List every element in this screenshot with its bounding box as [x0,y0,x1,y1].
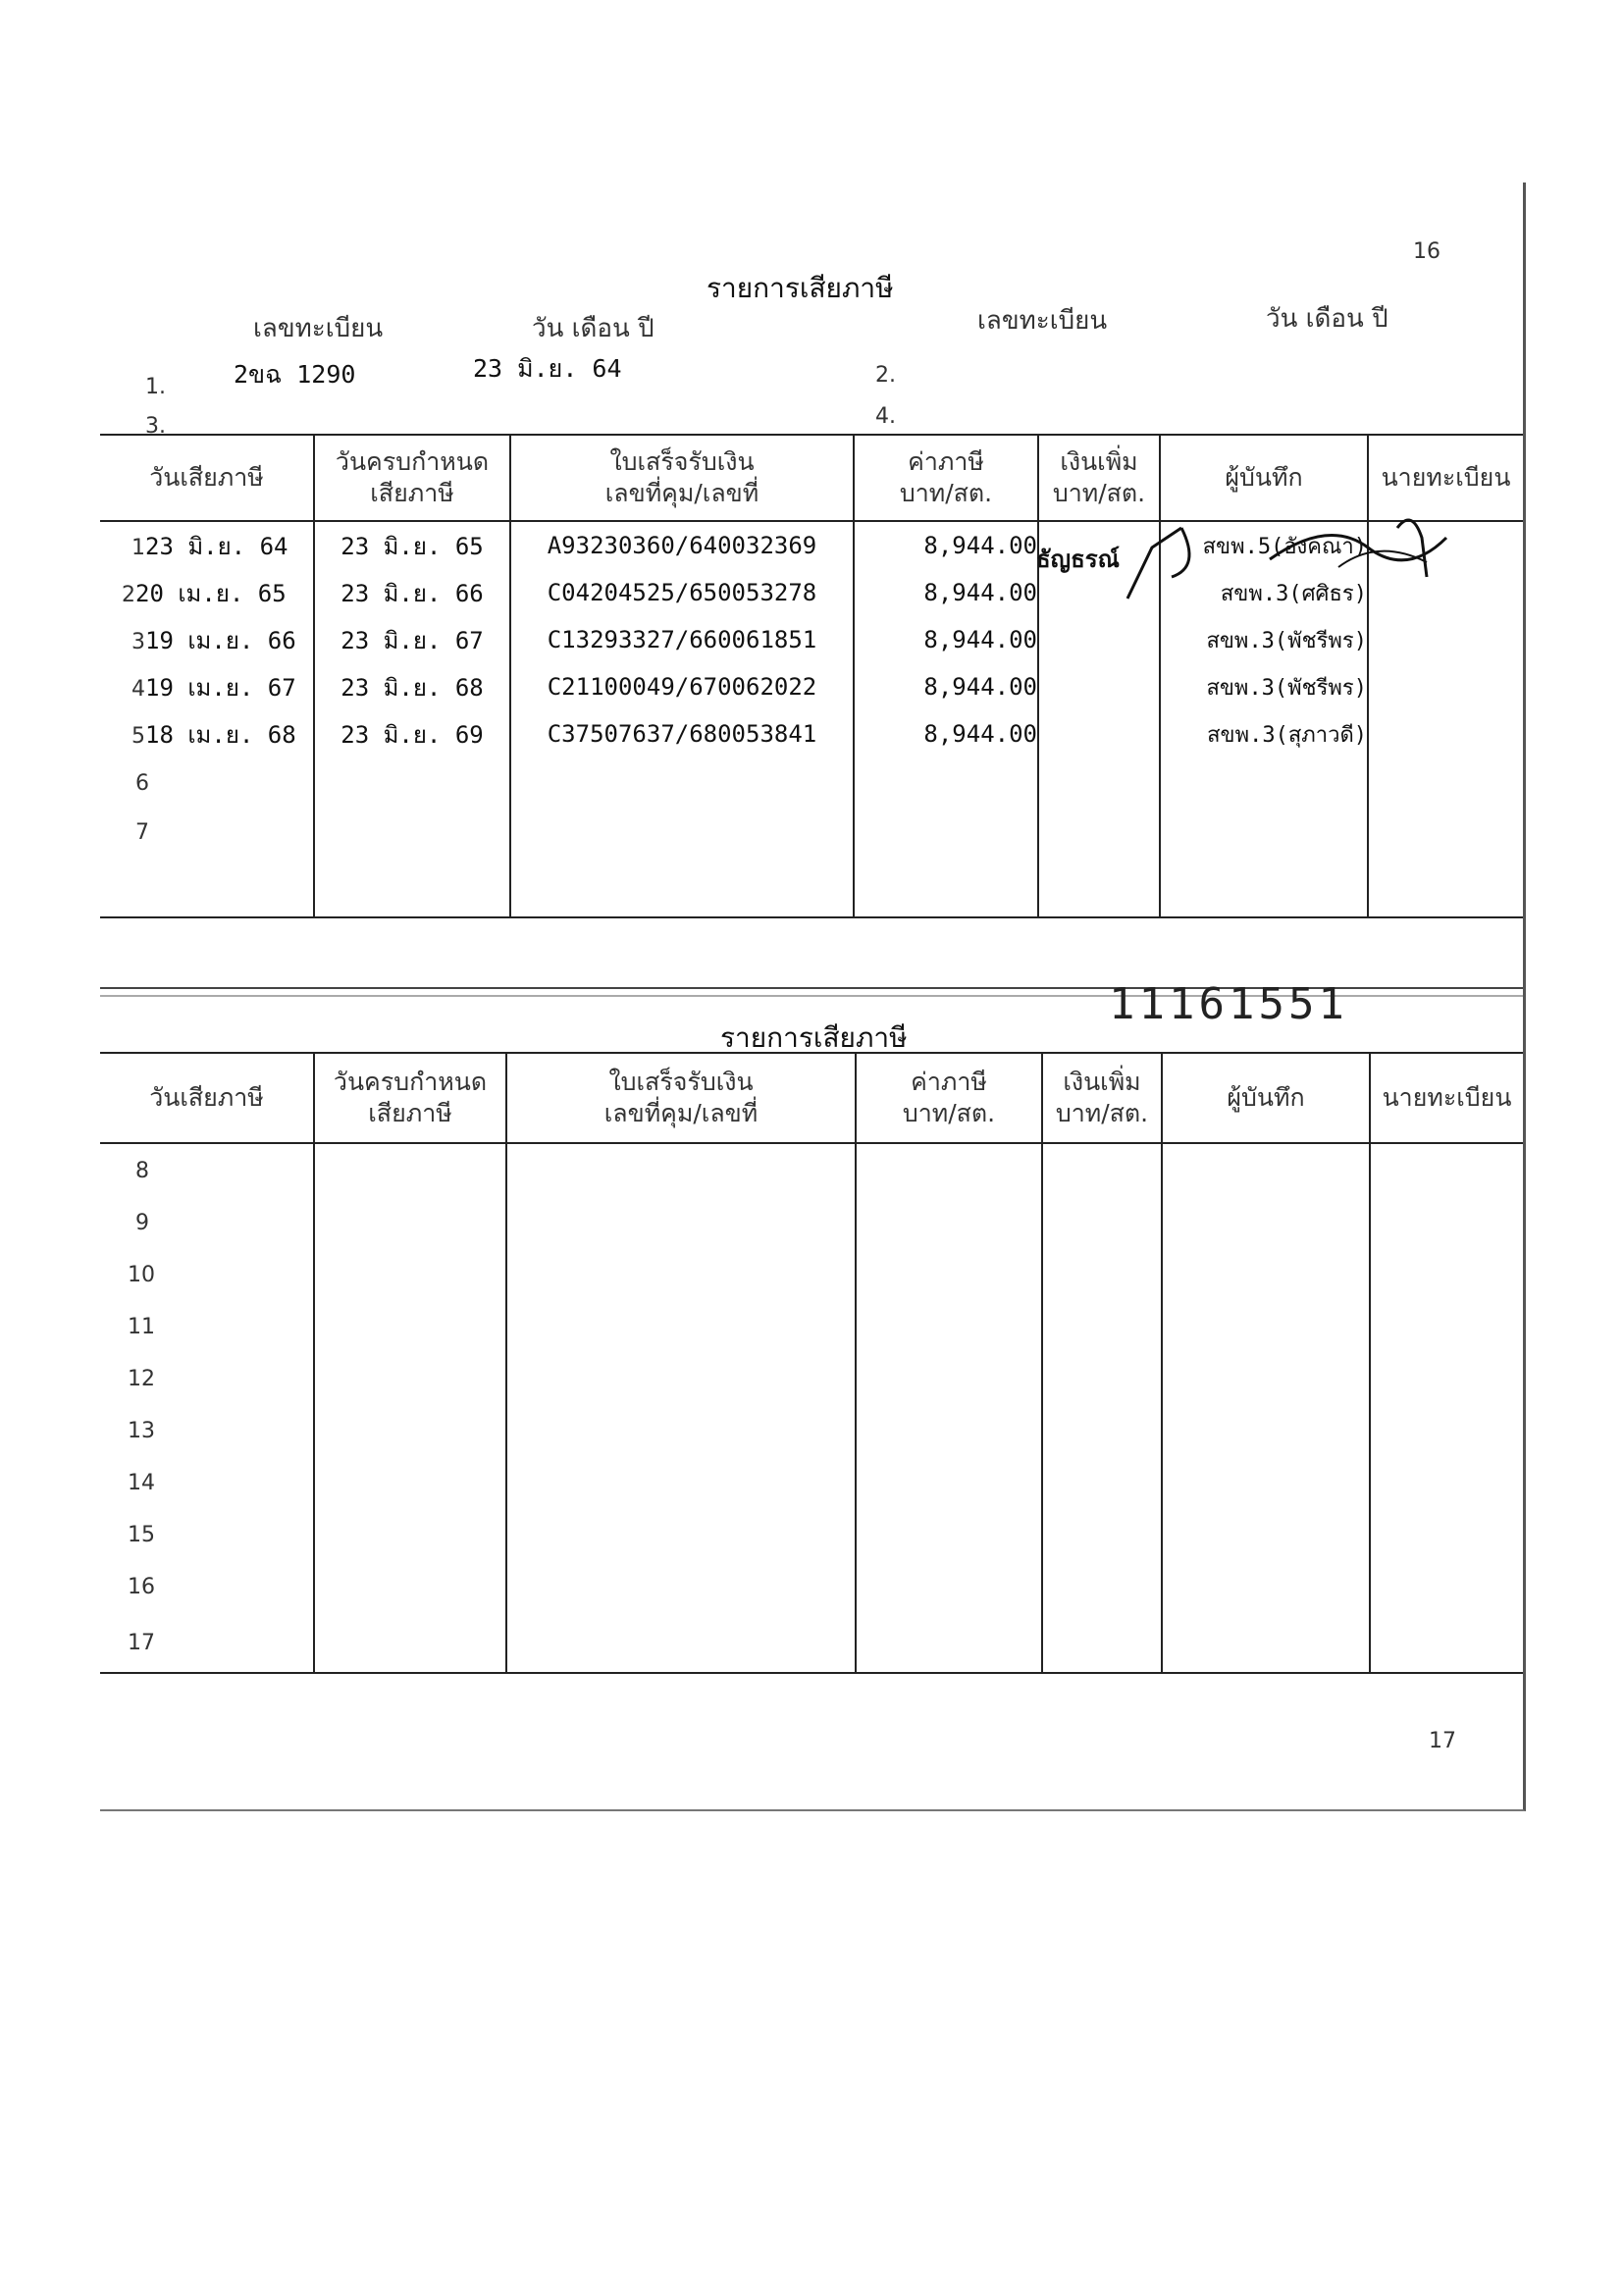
surcharge-cell [1038,663,1160,710]
section2-title: รายการเสียภาษี [720,1021,908,1054]
registrar-cell [1368,710,1523,757]
slot4-number: 4. [875,404,896,429]
surcharge-cell [1038,616,1160,663]
row-number-cell: 8 [135,1159,149,1183]
page-number-top: 16 [1413,239,1440,264]
due-date-cell [314,856,510,917]
table-row [100,710,1523,757]
due-date-cell: 23 มิ.ย. 67 [314,616,510,663]
recorder-cell: สขพ.3(พัชรีพร) [1160,616,1368,663]
tax-cell: 8,944.00 [854,710,1038,757]
due-date-cell [314,757,510,807]
header-tax: ค่าภาษี บาท/สต. [856,1053,1042,1143]
header-receipt: ใบเสร็จรับเงิน เลขที่คุม/เลขที่ [506,1053,856,1143]
surcharge-cell [1038,807,1160,856]
receipt-cell [510,856,854,917]
date-label-right: วัน เดือน ปี [1266,304,1388,334]
row-number-cell: 14 [128,1470,155,1495]
table-row [100,1507,1523,1559]
due-date-cell [314,807,510,856]
tax-table-1 [100,434,1523,918]
tax-cell: 8,944.00 [854,663,1038,710]
header-registrar: นายทะเบียน [1368,435,1523,521]
row-number-cell: 17 [128,1631,155,1655]
receipt-cell: A93230360/640032369 [510,521,854,569]
row-number-cell: 15 [128,1522,155,1547]
pay-date-cell: 123 มิ.ย. 64 [131,532,288,560]
reg-label-left: เลขทะเบียน [253,314,384,343]
due-date-cell: 23 มิ.ย. 68 [314,663,510,710]
tax-table-2 [100,1052,1523,1674]
row-number-cell: 11 [128,1314,155,1339]
receipt-cell: C13293327/660061851 [510,616,854,663]
date-label-left: วัน เดือน ปี [532,314,654,343]
tax-cell [854,757,1038,807]
table-row [100,1611,1523,1673]
registrar-cell [1368,757,1523,807]
recorder-cell [1160,757,1368,807]
tax-cell [854,807,1038,856]
tax-cell [854,856,1038,917]
tax-cell: 8,944.00 [854,521,1038,569]
header-due-date: วันครบกำหนด เสียภาษี [314,435,510,521]
row-number-cell: 13 [128,1418,155,1443]
pay-date-cell: 518 เม.ย. 68 [131,720,296,749]
slot3-number: 3. [145,414,166,439]
recorder-cell: สขพ.3(สุภาวดี) [1160,710,1368,757]
registrar-cell [1368,616,1523,663]
table-row [100,1559,1523,1611]
tax-cell: 8,944.00 [854,569,1038,616]
recorder-cell [1160,856,1368,917]
header-due-date: วันครบกำหนด เสียภาษี [314,1053,506,1143]
header-pay-date: วันเสียภาษี [100,435,314,521]
receipt-cell: C04204525/650053278 [510,569,854,616]
section1-title: รายการเสียภาษี [707,272,894,304]
registrar-cell [1368,856,1523,917]
header-receipt: ใบเสร็จรับเงิน เลขที่คุม/เลขที่ [510,435,854,521]
table-row [100,757,1523,807]
slot1-number: 1. [145,375,166,399]
table-row [100,1455,1523,1507]
page-number-bottom: 17 [1429,1729,1456,1753]
surcharge-cell [1038,710,1160,757]
surcharge-cell [1038,757,1160,807]
table-row [100,1351,1523,1403]
recorder-cell [1160,807,1368,856]
table-row [100,1247,1523,1299]
header-tax: ค่าภาษี บาท/สต. [854,435,1038,521]
due-date-cell: 23 มิ.ย. 69 [314,710,510,757]
tax-cell: 8,944.00 [854,616,1038,663]
table-row [100,1143,1523,1195]
row-number-cell: 12 [128,1366,155,1391]
table-row [100,1299,1523,1351]
slot1-registration: 2ขฉ 1290 [234,360,356,389]
pay-date-cell: 220 เม.ย. 65 [122,579,287,607]
recorder-cell: สขพ.5(อังคณา) [1160,521,1368,569]
due-date-cell: 23 มิ.ย. 66 [314,569,510,616]
table-row [100,807,1523,856]
row-number-cell: 16 [128,1574,155,1599]
due-date-cell: 23 มิ.ย. 65 [314,521,510,569]
pay-date-cell: 6 [135,771,149,796]
slot2-number: 2. [875,363,896,388]
slot1-date: 23 มิ.ย. 64 [473,354,622,383]
receipt-cell [510,757,854,807]
row-number-cell: 10 [128,1262,155,1287]
registrar-cell [1368,807,1523,856]
header-recorder: ผู้บันทึก [1162,1053,1370,1143]
header-registrar: นายทะเบียน [1370,1053,1523,1143]
pay-date-cell: 7 [135,820,149,845]
signature-text: ธัญธรณ์ [1036,545,1120,573]
recorder-cell: สขพ.3(ศศิธร) [1160,569,1368,616]
row-number-cell: 9 [135,1210,149,1235]
receipt-cell [510,807,854,856]
receipt-cell: C37507637/680053841 [510,710,854,757]
header-surcharge: เงินเพิ่ม บาท/สต. [1038,435,1160,521]
pay-date-cell [100,856,314,917]
form-serial-number: 11161551 [1109,979,1348,1029]
header-recorder: ผู้บันทึก [1160,435,1368,521]
registrar-cell [1368,663,1523,710]
table-row [100,616,1523,663]
surcharge-cell [1038,856,1160,917]
table-row [100,1195,1523,1247]
header-pay-date: วันเสียภาษี [100,1053,314,1143]
table-row [100,663,1523,710]
reg-label-right: เลขทะเบียน [977,306,1108,336]
table-row [100,1403,1523,1455]
table-row [100,856,1523,917]
receipt-cell: C21100049/670062022 [510,663,854,710]
table2-header-row [100,1053,1523,1143]
pay-date-cell: 319 เม.ย. 66 [131,626,296,654]
recorder-cell: สขพ.3(พัชรีพร) [1160,663,1368,710]
header-surcharge: เงินเพิ่ม บาท/สต. [1042,1053,1162,1143]
pay-date-cell: 419 เม.ย. 67 [131,673,296,702]
